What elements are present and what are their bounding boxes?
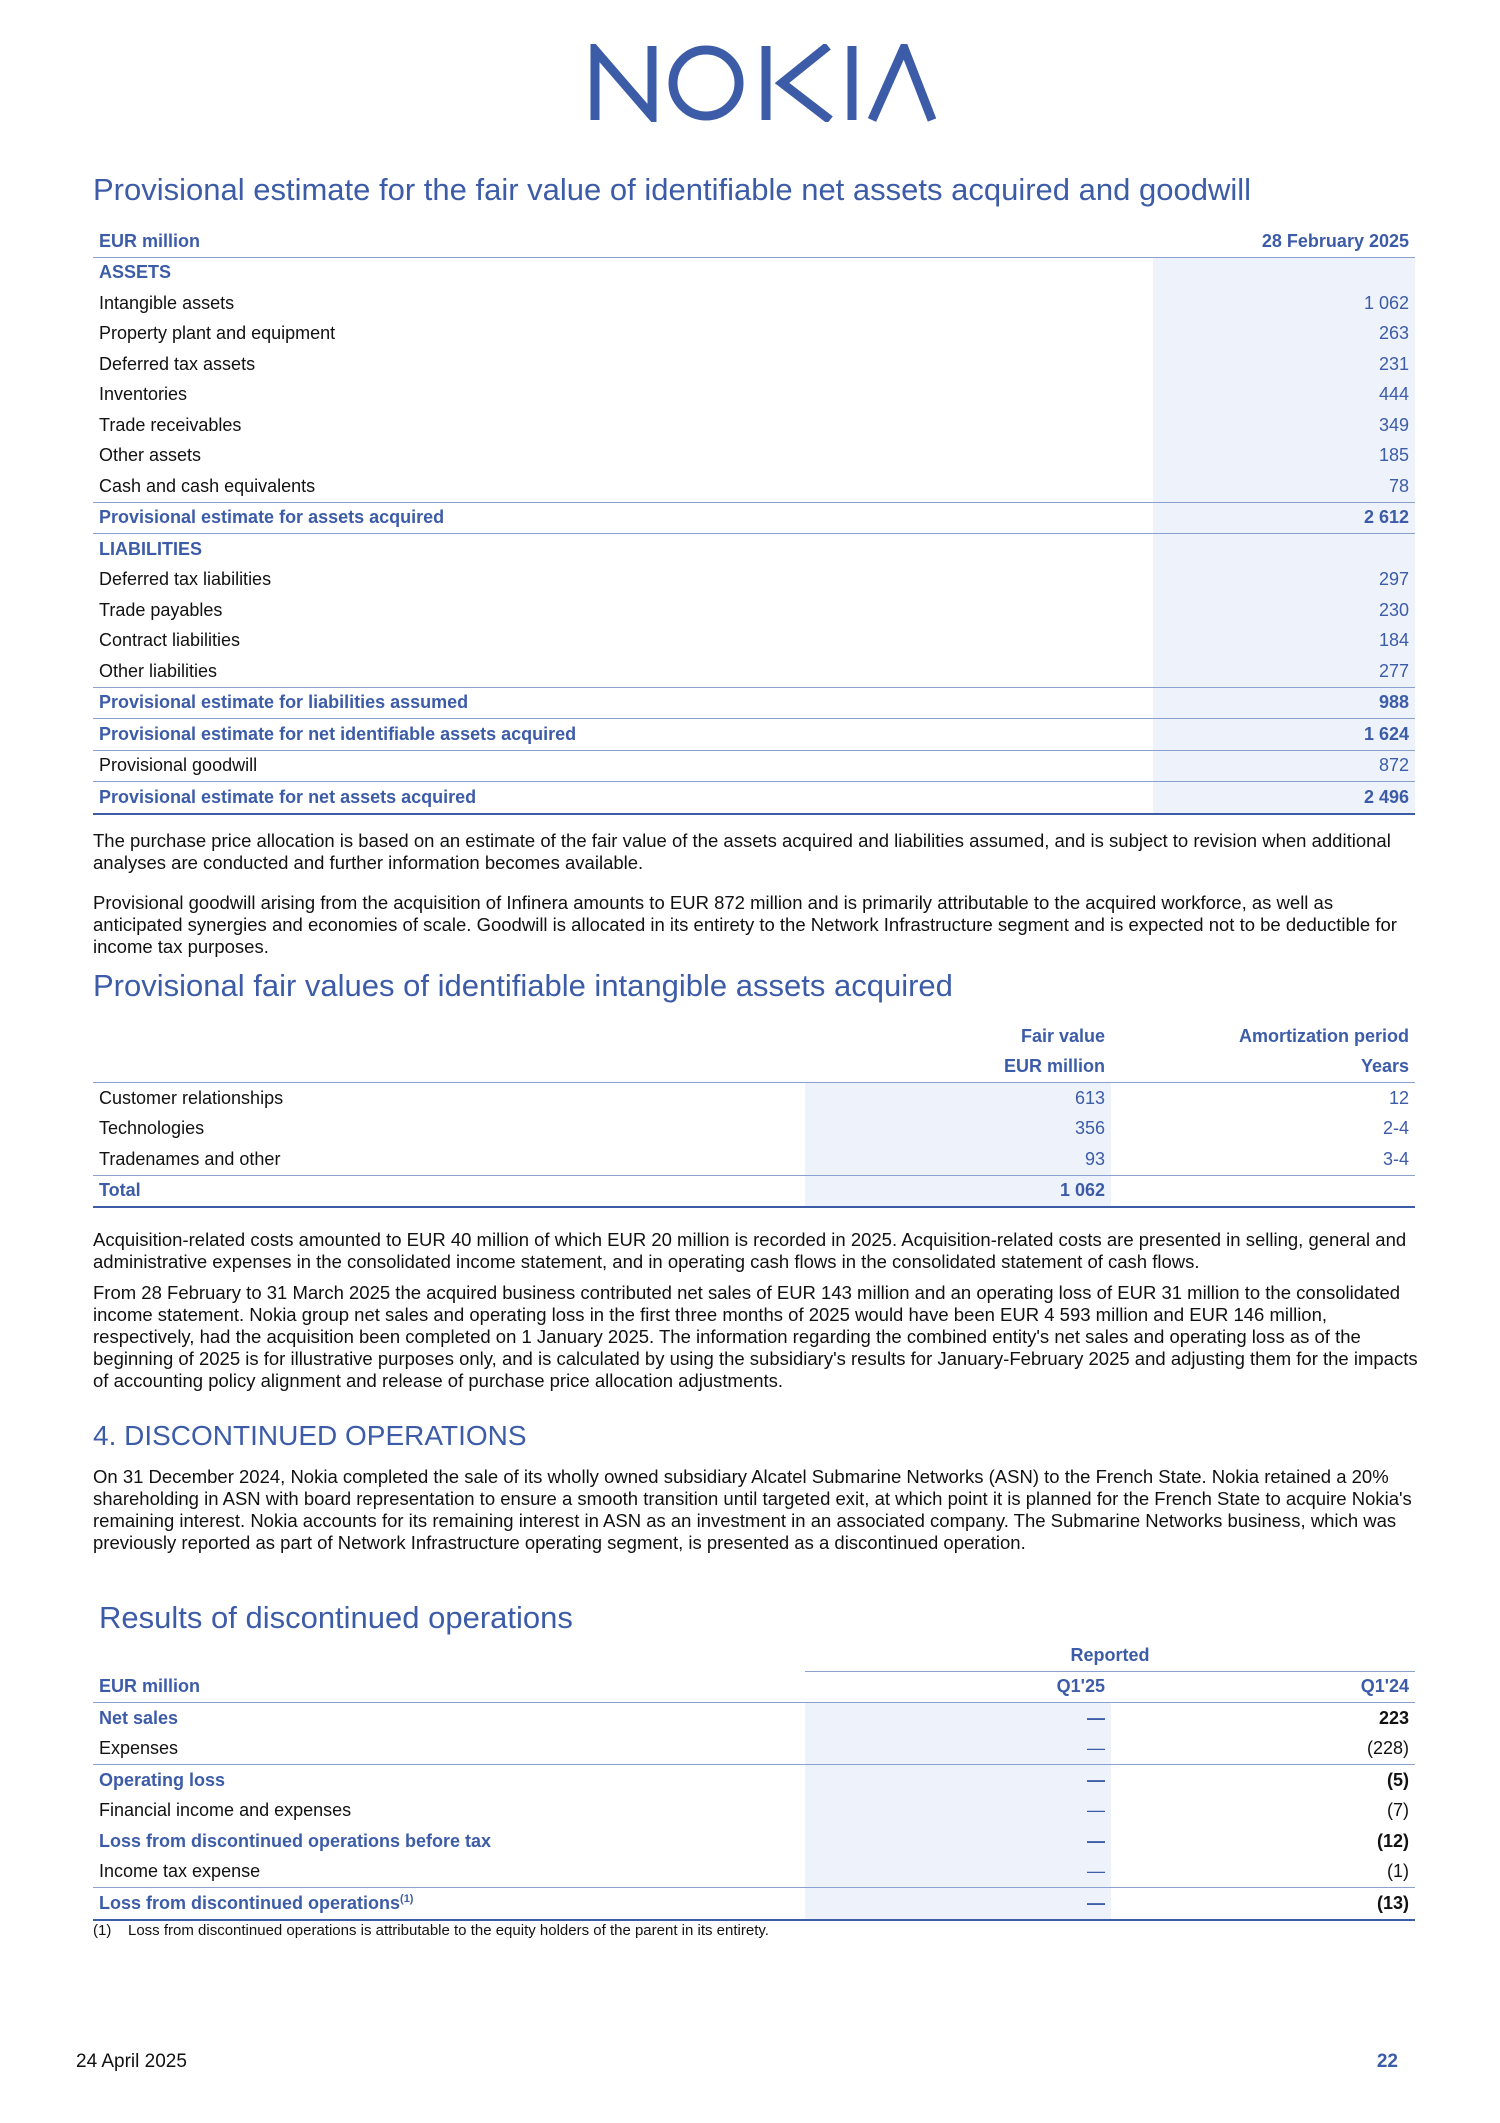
amortization-header: Amortization period (1239, 1025, 1409, 1046)
row-value: 872 (1153, 750, 1415, 782)
fair-value-title: Provisional estimate for the fair value of identifiable net assets acquired and goodwill (93, 172, 1251, 207)
row-label: Customer relationships (99, 1087, 284, 1108)
row-q1-24: 223 (1378, 1707, 1410, 1728)
table-row (93, 471, 1415, 502)
row-label: Trade payables (99, 599, 223, 620)
row-value: 1 062 (805, 1175, 1111, 1207)
table-row (93, 1703, 1415, 1734)
row-label: Provisional estimate for liabilities assumed (93, 687, 1153, 719)
row-value: 356 (805, 1114, 1111, 1145)
net-identifiable-row (93, 719, 1415, 751)
row-label: Other assets (99, 445, 202, 466)
table-row (93, 319, 1415, 350)
eur-million-header: EUR million (93, 1671, 805, 1703)
table-row (93, 1114, 1415, 1145)
row-label: Provisional goodwill (99, 755, 258, 776)
row-label (93, 1888, 805, 1920)
footer-date: 24 April 2025 (76, 2051, 187, 2072)
total-row (93, 1175, 1415, 1207)
table-row (93, 288, 1415, 319)
table-row (93, 1857, 1415, 1888)
assets-total-row (93, 502, 1415, 534)
eur-million-header: EUR million (93, 226, 1153, 257)
row-label: Deferred tax liabilities (99, 569, 272, 590)
q1-24-header: Q1'24 (1111, 1671, 1415, 1703)
row-label: Tradenames and other (99, 1148, 281, 1169)
row-value: 2 612 (1153, 502, 1415, 534)
row-value: 349 (1153, 410, 1415, 441)
row-value: 988 (1153, 687, 1415, 719)
row-q1-25: — (805, 1857, 1111, 1888)
table-row (93, 626, 1415, 657)
row-value: 1 062 (1153, 288, 1415, 319)
row-label: Trade receivables (99, 414, 242, 435)
footnote-mark: (1) (93, 1922, 112, 1939)
row-label: Technologies (99, 1118, 205, 1139)
row-value: 231 (1153, 349, 1415, 380)
row-q1-25: — (805, 1888, 1111, 1920)
row-label: Expenses (99, 1738, 179, 1759)
table-row (93, 565, 1415, 596)
row-value: 230 (1153, 595, 1415, 626)
footnote-ref: (1) (400, 1892, 414, 1905)
row-value: 93 (805, 1144, 1111, 1175)
row-value: 297 (1153, 565, 1415, 596)
row-years: 12 (1388, 1087, 1409, 1108)
row-q1-24: (5) (1387, 1769, 1410, 1790)
row-label: Property plant and equipment (99, 323, 336, 344)
row-value: 263 (1153, 319, 1415, 350)
row-value: 185 (1153, 441, 1415, 472)
table-row (93, 1144, 1415, 1175)
liabilities-heading-row (93, 534, 1415, 565)
row-label: Intangible assets (99, 292, 235, 313)
years-subheader: Years (1111, 1052, 1415, 1083)
row-value: 277 (1153, 656, 1415, 687)
row-q1-24: (13) (1111, 1888, 1415, 1920)
reported-header: Reported (805, 1640, 1415, 1671)
table-row (93, 380, 1415, 411)
intangible-assets-title: Provisional fair values of identifiable intangible assets acquired (93, 968, 953, 1003)
fair-value-table (93, 226, 1415, 815)
row-q1-25: — (805, 1765, 1111, 1796)
table-header-row (93, 226, 1415, 257)
acquisition-costs-paragraph: Acquisition-related costs amounted to EUR 40 million of which EUR 20 million is recorded in 2025. Acquisition-related costs are presented in selling, general and administrative expenses in the consolidated income statement, and in operating cash flows in the consolidated statement of cash flows. (93, 1229, 1407, 1272)
results-title: Results of discontinued operations (99, 1600, 573, 1635)
discontinued-operations-heading: 4. DISCONTINUED OPERATIONS (93, 1420, 527, 1451)
row-value: 613 (805, 1083, 1111, 1114)
row-q1-25: — (805, 1796, 1111, 1827)
row-label: Contract liabilities (99, 630, 241, 651)
row-label: Income tax expense (99, 1861, 261, 1882)
row-label: Provisional estimate for net assets acquired (93, 782, 1153, 814)
footnote-text: Loss from discontinued operations is attributable to the equity holders of the parent in its entirety. (128, 1922, 769, 1939)
header-row-2 (93, 1052, 1415, 1083)
contribution-paragraph: From 28 February to 31 March 2025 the acquired business contributed net sales of EUR 143 million and an operating loss of EUR 31 million to the consolidated income statement. Nokia group net sales and operating loss in the first three months of 2025 would have been EUR 4 593 million and EUR 146 million, respectively, had the acquisition been completed on 1 January 2025. The information regarding the combined entity's net sales and operating loss as of the beginning of 2025 is for illustrative purposes only, and is calculated by using the subsidiary's results for January-February 2025 and adjusting them for the impacts of accounting policy alignment and release of purchase price allocation adjustments. (93, 1282, 1418, 1391)
row-q1-24: (7) (1387, 1800, 1410, 1821)
row-value: 444 (1153, 380, 1415, 411)
net-assets-row (93, 782, 1415, 814)
table-row (93, 656, 1415, 687)
ppa-paragraph: The purchase price allocation is based on an estimate of the fair value of the assets acquired and liabilities assumed, and is subject to revision when additional analyses are conducted and further information becomes available. (93, 830, 1391, 873)
goodwill-paragraph: Provisional goodwill arising from the acquisition of Infinera amounts to EUR 872 million and is primarily attributable to the acquired workforce, as well as anticipated synergies and economies of scale. Goodwill is allocated in its entirety to the Network Infrastructure segment and is expected not to be deductible for income tax purposes. (93, 892, 1397, 957)
discontinued-operations-paragraph: On 31 December 2024, Nokia completed the sale of its wholly owned subsidiary Alcatel Submarine Networks (ASN) to the French State. Nokia retained a 20% shareholding in ASN with board representation to ensure a smooth transition until targeted exit, at which point it is planned for the French State to acquire Nokia's remaining interest. Nokia accounts for its remaining interest in ASN as an investment in an associated company. The Submarine Networks business, which was previously reported as part of Network Infrastructure operating segment, is presented as a discontinued operation. (93, 1466, 1412, 1553)
discontinued-results-table (93, 1640, 1415, 1921)
row-value: 78 (1153, 471, 1415, 502)
row-value: 1 624 (1153, 719, 1415, 751)
header-row-1 (93, 1021, 1415, 1052)
intangible-assets-table (93, 1021, 1415, 1208)
row-years: 2-4 (1382, 1118, 1409, 1139)
date-header: 28 February 2025 (1153, 226, 1415, 257)
assets-heading-row (93, 257, 1415, 288)
table-row (93, 1796, 1415, 1827)
row-label: Total (93, 1175, 805, 1207)
table-row (93, 349, 1415, 380)
row-q1-25: — (805, 1734, 1111, 1765)
fair-value-header: Fair value (1020, 1025, 1105, 1046)
row-label: Net sales (99, 1707, 179, 1728)
page-number: 22 (1376, 2051, 1398, 2072)
row-value: 184 (1153, 626, 1415, 657)
table-header-row (93, 1671, 1415, 1703)
row-q1-24: (228) (1366, 1738, 1410, 1759)
row-label: Cash and cash equivalents (99, 475, 316, 496)
row-label: Other liabilities (99, 660, 218, 681)
row-label: Inventories (99, 384, 188, 405)
row-label: Operating loss (99, 1769, 226, 1790)
table-row (93, 410, 1415, 441)
table-row (93, 1826, 1415, 1857)
row-label: Loss from discontinued operations before tax (99, 1830, 492, 1851)
liabilities-total-row (93, 687, 1415, 719)
row-q1-24: (12) (1377, 1830, 1410, 1851)
row-q1-25: — (805, 1703, 1111, 1734)
table-row (93, 441, 1415, 472)
row-value: 2 496 (1153, 782, 1415, 814)
row-q1-24: (1) (1387, 1861, 1410, 1882)
eur-million-subheader: EUR million (805, 1052, 1111, 1083)
table-row (93, 1734, 1415, 1765)
table-row (93, 595, 1415, 626)
row-years: 3-4 (1382, 1148, 1409, 1169)
row-label: Deferred tax assets (99, 353, 256, 374)
footnote (93, 1922, 769, 1939)
q1-25-header: Q1'25 (805, 1671, 1111, 1703)
liabilities-heading: LIABILITIES (99, 538, 202, 559)
row-q1-25: — (805, 1826, 1111, 1857)
assets-heading: ASSETS (99, 262, 172, 283)
table-row (93, 1765, 1415, 1796)
reported-row (93, 1640, 1415, 1671)
nokia-logo (590, 44, 936, 122)
table-row (93, 1083, 1415, 1114)
row-label: Financial income and expenses (99, 1800, 352, 1821)
table-row (93, 1888, 1415, 1920)
row-label: Provisional estimate for assets acquired (93, 502, 1153, 534)
row-label: Provisional estimate for net identifiable assets acquired (93, 719, 1153, 751)
goodwill-row (93, 750, 1415, 782)
row-label-text: Loss from discontinued operations (99, 1892, 401, 1913)
